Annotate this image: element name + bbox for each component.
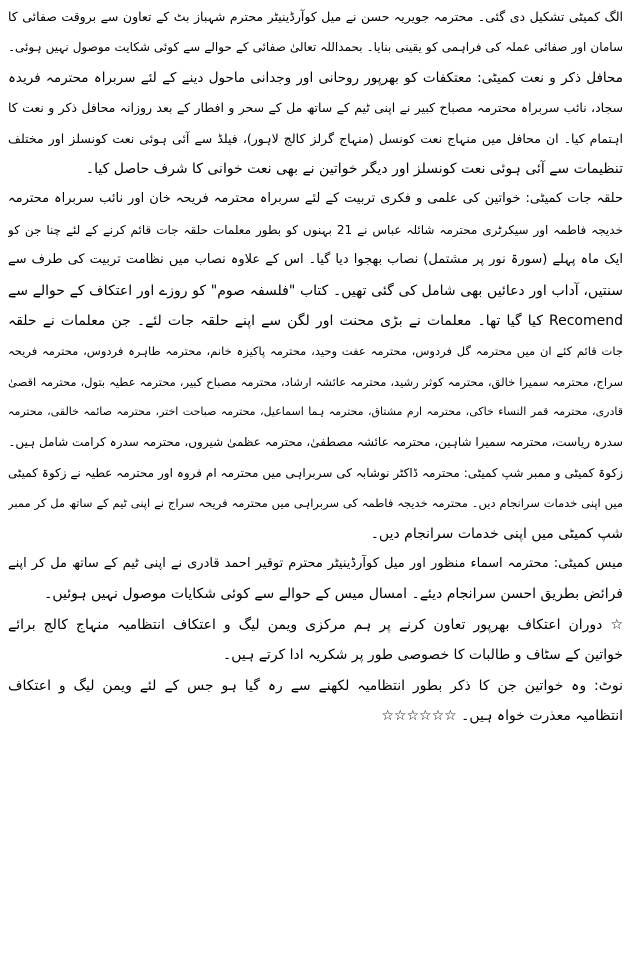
text-line: قادری، محترمہ قمر النساء خاکی، محترمہ ارم مشتاق، محترمہ ہما اسماعیل، محترمہ صباحت اختر، محترمہ صائمہ خالقی، محترمہ	[8, 405, 623, 419]
section-mehafil-heading-line: محافل ذکر و نعت کمیٹی: معتکفات کو بھرپور روحانی اور وجدانی ماحول دینے کے لئے سربراہ محترمہ فریدہ	[8, 69, 623, 86]
text-line: انتظامیہ معذرت خواہ ہیں۔ ☆☆☆☆☆☆	[381, 707, 623, 724]
section-mess-heading-line: میس کمیٹی: محترمہ اسماء منظور اور میل کوآرڈینیٹر محترم توقیر احمد قادری نے اپنی ٹیم کے ساتھ مل کر اپنے	[8, 556, 623, 572]
text-line: خواتین کے سٹاف و طالبات کا خصوصی طور پر شکریہ ادا کرتے ہیں۔	[222, 647, 623, 664]
text-line: اہتمام کیا۔ ان محافل میں منہاج نعت کونسل (منہاج گرلز کالج لاہور)، فیلڈ سے آئی ہوئی نعت کونسلز اور مختلف	[8, 130, 623, 146]
text-line: شپ کمیٹی میں اپنی خدمات سرانجام دیں۔	[370, 525, 623, 542]
text-line: سامان اور صفائی عملہ کی فراہمی کو یقینی بنایا۔ بحمداللہ تعالیٰ صفائی کے حوالے سے کوئی شکایت موصول نہیں ہوئی۔	[8, 40, 623, 55]
text-line: ایک ماہ پہلے (سورۃ نور پر مشتمل) نصاب بھجوا دیا گیا۔ اس کے علاوہ نصاب میں نظامت تربیت کی طرف سے	[8, 252, 623, 268]
text-line: خدیجہ فاطمہ اور سیکرٹری محترمہ شائلہ عباس نے 21 بہنوں کو بطور معلمات حلقہ جات قائم کرنے کے لئے چنا جن کو	[8, 222, 623, 237]
section-halqa-heading-line: حلقہ جات کمیٹی: خواتین کی علمی و فکری تربیت کے لئے سربراہ محترمہ فریحہ خان اور نائب سربراہ محترمہ	[8, 191, 623, 207]
text-line: تنظیمات سے آئی ہوئی نعت کونسلز اور دیگر خواتین نے بھی نعت خوانی کا شرف حاصل کیا۔	[85, 160, 623, 177]
text-line: سنتیں، آداب اور دعائیں بھی شامل کی گئی تھیں۔ کتاب "فلسفہ صوم" کو روزے اور اعتکاف کے حوالے سے	[8, 282, 623, 299]
text-line: Recomend کیا گیا تھا۔ معلمات نے بڑی محنت اور لگن سے اپنے حلقہ جات لئے۔ جن معلمات نے حلقہ	[8, 312, 623, 329]
text-line: جات قائم کئے ان میں محترمہ گل فردوس، محترمہ عفت وحید، محترمہ پاکیزہ خانم، محترمہ طاہرہ فردوس، محترمہ فریحہ	[8, 344, 623, 359]
text-line: سراج، محترمہ سمیرا خالق، محترمہ کوثر رشید، محترمہ عائشہ ارشاد، محترمہ مصباح کبیر، محترمہ عطیہ بتول، محترمہ اقصیٰ	[8, 374, 623, 389]
text-line: سجاد، نائب سربراہ محترمہ مصباح کبیر نے اپنی ٹیم کے ساتھ مل کے سحر و افطار کے بعد روزانہ محافل ذکر و نعت کا	[8, 100, 623, 116]
section-zakat-heading-line: زکوۃ کمیٹی و ممبر شپ کمیٹی: محترمہ ڈاکٹر نوشابہ کی سربراہی میں محترمہ ام فروہ اور محترمہ عطیہ نے زکوۃ کمیٹی	[8, 465, 623, 480]
text-line: فرائض بطریق احسن سرانجام دیئے۔ امسال میس کے حوالے سے کوئی شکایات موصول نہیں ہوئیں۔	[44, 586, 623, 603]
text-line: الگ کمیٹی تشکیل دی گئی۔ محترمہ جویریہ حسن نے میل کوآرڈینیٹر محترم شہباز بٹ کے تعاون سے بروقت صفائی کا	[8, 9, 623, 24]
text-line: سدرہ ریاست، محترمہ سمیرا شاہین، محترمہ عائشہ مصطفیٰ، محترمہ عظمیٰ شیروں، محترمہ سدرہ کرامت شامل ہیں۔	[8, 435, 623, 450]
text-line: میں اپنی خدمات سرانجام دیں۔ محترمہ خدیجہ فاطمہ کی سربراہی میں محترمہ فریحہ سراج نے اپنی ٹیم کے ساتھ مل کر ممبر	[8, 496, 623, 511]
note-line: نوٹ: وہ خواتین جن کا ذکر بطور انتظامیہ لکھنے سے رہ گیا ہو جس کے لئے ویمن لیگ و اعتکاف	[8, 677, 623, 694]
thanks-line: ☆ دوران اعتکاف بھرپور تعاون کرنے پر ہم مرکزی ویمن لیگ و اعتکاف انتظامیہ منہاج کالج برائے	[8, 616, 623, 633]
